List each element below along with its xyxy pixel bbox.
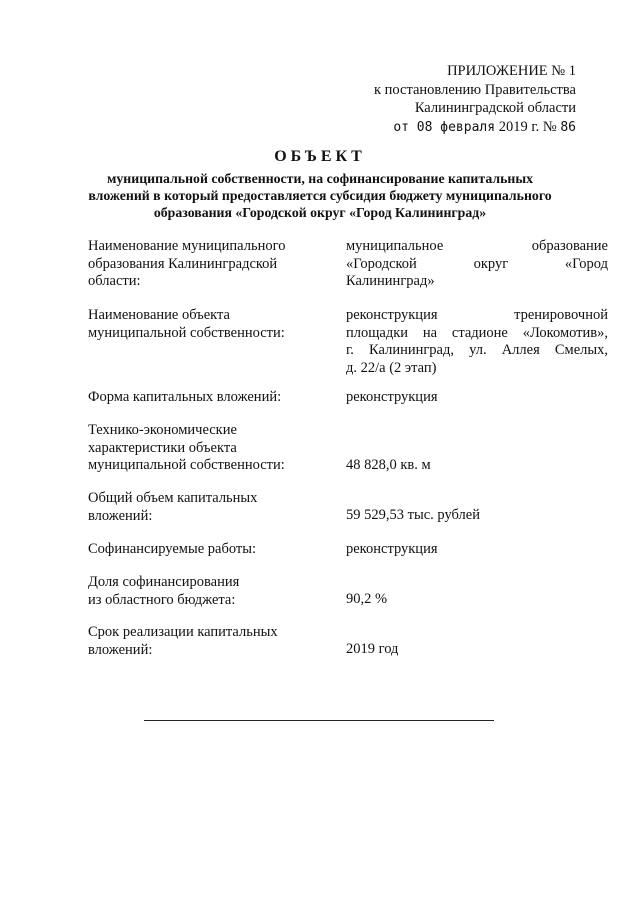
annex-date: от 08 февраля xyxy=(393,119,496,135)
closing-divider xyxy=(144,720,494,721)
detail-label-line: Наименование муниципального xyxy=(88,238,286,254)
detail-value-line: Калининград» xyxy=(346,273,435,289)
detail-label-line: Доля софинансирования xyxy=(88,574,240,590)
detail-label-line: Наименование объекта xyxy=(88,307,230,323)
detail-label-line: образования Калининградской xyxy=(88,255,278,272)
detail-value xyxy=(346,238,608,291)
detail-value-line: реконструкция xyxy=(346,389,438,405)
detail-label-line: вложений: xyxy=(88,641,153,658)
detail-label xyxy=(88,490,328,525)
detail-label-line: муниципальной собственности: xyxy=(88,457,285,473)
detail-label-line: муниципальной собственности: xyxy=(88,324,285,341)
detail-value-line: 59 529,53 тыс. рублей xyxy=(346,507,480,523)
detail-label xyxy=(88,422,328,475)
detail-label-line: Форма капитальных вложений: xyxy=(88,389,282,405)
title-line-3: образования «Городской округ «Город Калининград» xyxy=(153,205,487,220)
detail-value-line: 48 828,0 кв. м xyxy=(346,457,431,473)
detail-label-line: области: xyxy=(88,273,141,289)
annex-resolution-ref: к постановлению Правительства xyxy=(374,81,576,98)
annex-doc-number: 86 xyxy=(560,119,576,135)
annex-year: 2019 г. № xyxy=(498,118,557,135)
detail-label xyxy=(88,389,328,407)
title-line-2: вложений в который предоставляется субсидия бюджету муниципального xyxy=(88,188,552,203)
document-title xyxy=(60,147,580,221)
detail-value xyxy=(346,307,608,377)
detail-label-line: Технико-экономические xyxy=(88,422,237,438)
detail-value-line: 90,2 % xyxy=(346,591,388,607)
detail-value xyxy=(346,389,608,407)
detail-label-line: Софинансируемые работы: xyxy=(88,541,256,557)
detail-value xyxy=(346,457,608,475)
detail-label-line: вложений: xyxy=(88,507,153,524)
detail-value xyxy=(346,641,608,659)
detail-label xyxy=(88,238,328,291)
detail-value-line: г. Калининград, ул. Аллея Смелых, xyxy=(346,342,608,358)
annex-header xyxy=(306,62,576,137)
title-line-1: муниципальной собственности, на софинансирование капитальных xyxy=(107,171,533,186)
detail-label xyxy=(88,307,328,342)
detail-value-line: «Городской округ «Город xyxy=(346,255,608,272)
detail-label-line: Общий объем капитальных xyxy=(88,490,258,506)
detail-label xyxy=(88,541,328,559)
detail-value xyxy=(346,541,608,559)
annex-date-line xyxy=(306,118,576,138)
annex-government: Калининградской области xyxy=(414,100,576,116)
detail-value-line: реконструкция xyxy=(346,541,438,557)
detail-value xyxy=(346,591,608,609)
detail-value-line: д. 22/а (2 этап) xyxy=(346,359,437,376)
detail-label xyxy=(88,574,328,609)
title-heading: ОБЪЕКТ xyxy=(274,148,366,165)
detail-value-line: реконструкция тренировочной xyxy=(346,307,608,323)
detail-label xyxy=(88,624,328,659)
detail-value-line: площадки на стадионе «Локомотив», xyxy=(346,324,608,341)
annex-number: ПРИЛОЖЕНИЕ № 1 xyxy=(447,63,576,79)
detail-value-line: 2019 год xyxy=(346,641,399,657)
detail-label-line: Срок реализации капитальных xyxy=(88,624,278,640)
detail-value-line: муниципальное образование xyxy=(346,238,608,254)
detail-label-line: из областного бюджета: xyxy=(88,591,236,608)
detail-value xyxy=(346,507,608,525)
detail-label-line: характеристики объекта xyxy=(88,439,237,456)
